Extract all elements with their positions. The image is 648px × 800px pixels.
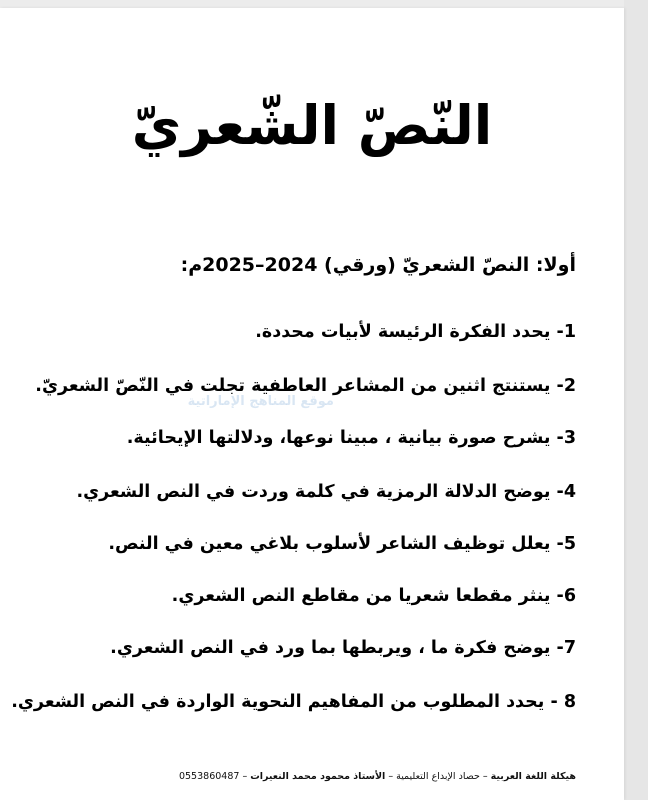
list-item bbox=[35, 372, 576, 400]
list-item bbox=[255, 318, 576, 346]
footer-subject: هيكلة اللغة العربية bbox=[490, 771, 576, 782]
page-margin-strip bbox=[624, 0, 648, 800]
item-text: يوضح الدلالة الرمزية في كلمة وردت في النص الشعري. bbox=[76, 482, 551, 502]
watermark-text: موقع المناهج الإماراتية bbox=[187, 394, 334, 409]
item-number: 8 - bbox=[550, 692, 576, 712]
list-item bbox=[172, 582, 576, 610]
item-number: 6- bbox=[556, 586, 576, 606]
item-number: 4- bbox=[556, 482, 576, 502]
list-item bbox=[110, 634, 576, 662]
list-item bbox=[108, 530, 576, 558]
item-number: 3- bbox=[556, 428, 576, 448]
item-text: يستنتج اثنين من المشاعر العاطفية تجلت في النّصّ الشعريّ. bbox=[35, 376, 551, 396]
item-number: 5- bbox=[556, 534, 576, 554]
footer-phone: – 0553860487 bbox=[178, 771, 251, 782]
item-text: يوضح فكرة ما ، ويربطها بما ورد في النص الشعري. bbox=[110, 638, 551, 658]
item-text: يحدد المطلوب من المفاهيم النحوية الواردة في النص الشعري. bbox=[11, 692, 545, 712]
list-item bbox=[127, 424, 576, 452]
item-text: يحدد الفكرة الرئيسة لأبيات محددة. bbox=[255, 322, 551, 342]
item-text: يعلل توظيف الشاعر لأسلوب بلاغي معين في النص. bbox=[108, 534, 551, 554]
footer-teacher: الأستاذ محمود محمد النعيرات bbox=[250, 771, 386, 782]
page-footer bbox=[179, 770, 576, 784]
footer-publisher: – حصاد الإبداع التعليمية – bbox=[385, 771, 491, 782]
list-item bbox=[11, 688, 576, 716]
list-item bbox=[76, 478, 576, 506]
page-title: النّصّ الشّعريّ bbox=[131, 94, 493, 157]
section-heading: أولا: النصّ الشعريّ (ورقي) 2024–2025م: bbox=[180, 254, 576, 276]
item-number: 1- bbox=[556, 322, 576, 342]
item-text: ينثر مقطعا شعريا من مقاطع النص الشعري. bbox=[171, 586, 551, 606]
item-number: 7- bbox=[556, 638, 576, 658]
document-page bbox=[0, 8, 624, 800]
item-text: يشرح صورة بيانية ، مبينا نوعها، ودلالتها الإيحائية. bbox=[126, 428, 551, 448]
item-number: 2- bbox=[556, 376, 576, 396]
